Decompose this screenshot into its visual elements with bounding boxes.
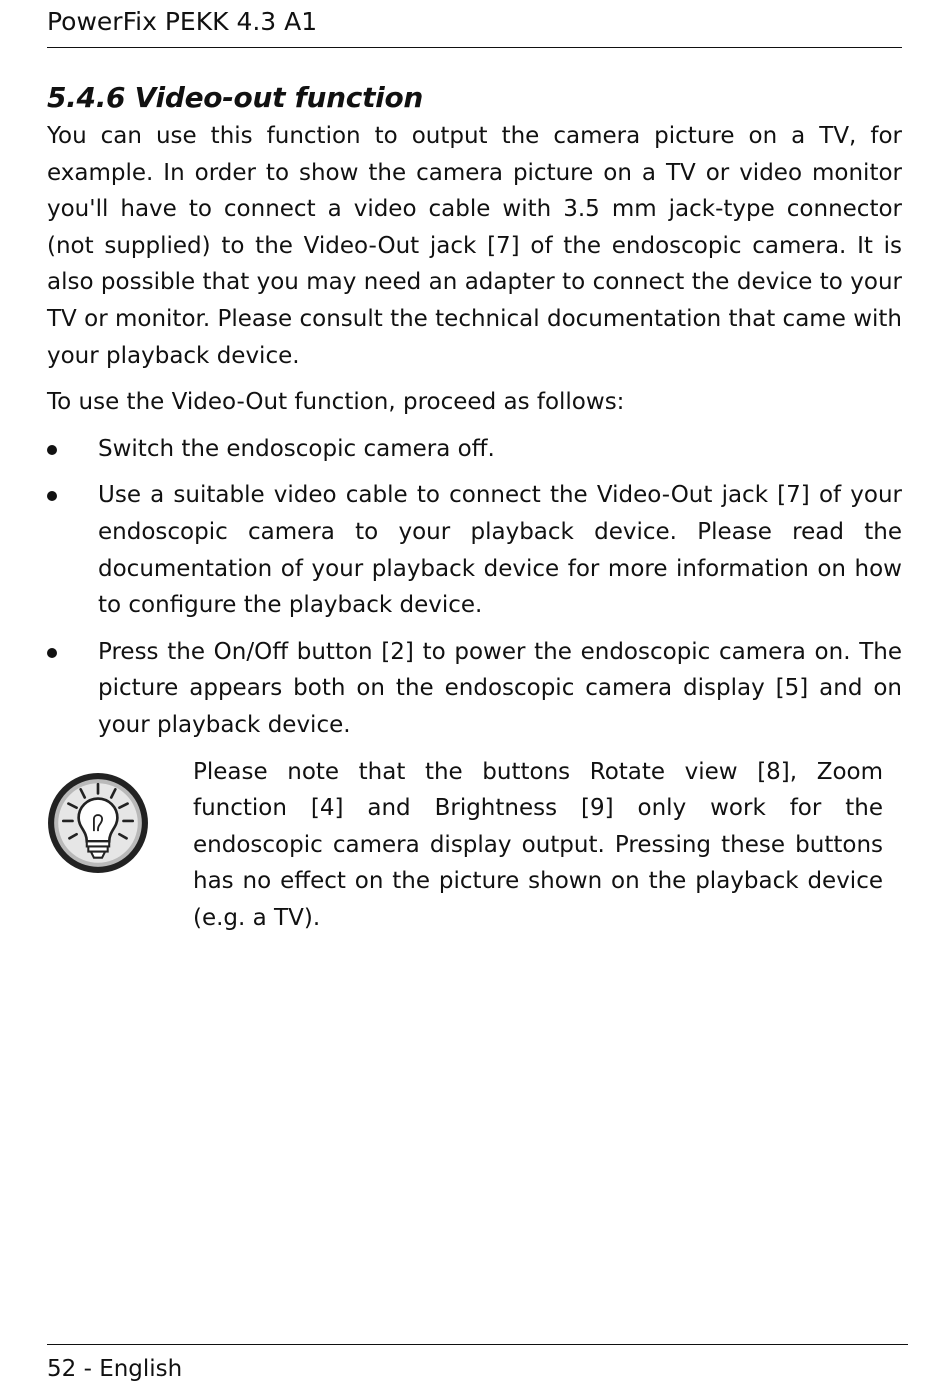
note-block: [47, 754, 902, 937]
bullet-icon: [47, 491, 57, 501]
step-text: Press the On/Off button [2] to power the endoscopic camera on. The picture appears both on the endoscopic camera display [5] and on your playback device.: [98, 638, 902, 738]
footer-divider: [47, 1344, 908, 1345]
note-text: Please note that the buttons Rotate view [8], Zoom function [4] and Brightness [9] only work for the endoscopic camera display output. Pressing these buttons has no effect on the picture shown on the playback device (e.g. a TV).: [193, 758, 883, 931]
steps-list: [47, 431, 902, 744]
list-item: [47, 477, 902, 623]
running-header: PowerFix PEKK 4.3 A1: [47, 7, 318, 36]
section-body: [47, 118, 902, 936]
page-number: 52 - English: [47, 1356, 183, 1382]
description-paragraph: You can use this function to output the camera picture on a TV, for example. In order to show the camera picture on a TV or video monitor you'll have to connect a video cable with 3.5 mm jack-type connector (not supplied) to the Video-Out jack [7] of the endoscopic camera. It is also possible that you may need an adapter to connect the device to your TV or monitor. Please consult the technical documentation that came with your playback device.: [47, 123, 902, 369]
instructions-intro: To use the Video-Out function, proceed as follows:: [47, 389, 625, 416]
step-text: Switch the endoscopic camera off.: [98, 435, 495, 462]
bullet-icon: [47, 648, 57, 658]
list-item: [47, 431, 902, 468]
step-text: Use a suitable video cable to connect the Video-Out jack [7] of your endoscopic camera to your playback device. Please read the documentation of your playback device for more information on how to configure the playback device.: [98, 482, 902, 619]
section-title: 5.4.6 Video-out function: [47, 81, 424, 114]
lightbulb-icon: [47, 772, 149, 874]
header-divider: [47, 47, 902, 48]
list-item: [47, 634, 902, 744]
bullet-icon: [47, 445, 57, 455]
